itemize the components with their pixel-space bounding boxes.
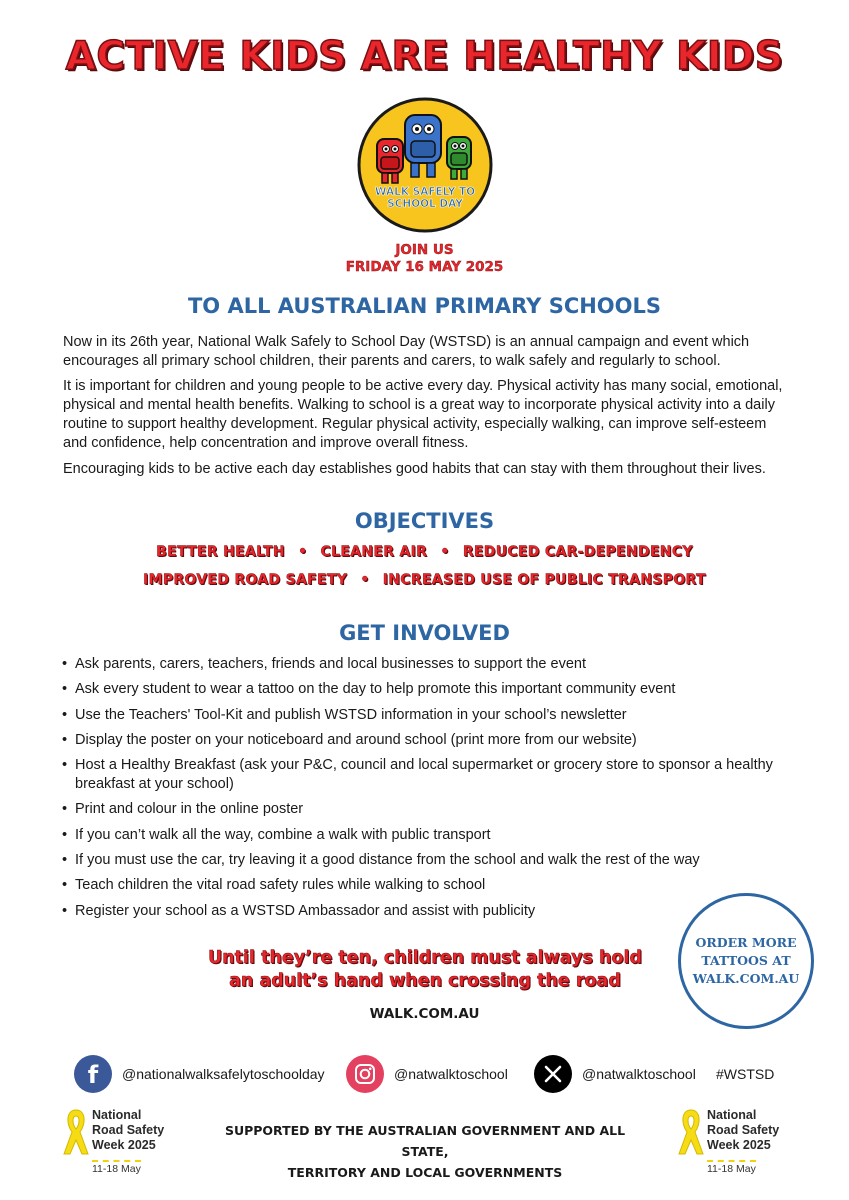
support-statement (200, 1120, 650, 1183)
logo-text-line2: SCHOOL DAY (387, 198, 463, 210)
objectives-row-1 (0, 544, 849, 560)
walk-safely-logo (355, 95, 495, 235)
rsw-line3: Week 2025 (707, 1138, 771, 1152)
list-item-text: Ask parents, carers, teachers, friends and local businesses to support the event (75, 656, 586, 672)
bullet-icon: • (62, 706, 68, 723)
list-item (60, 706, 800, 725)
road-safety-week-badge-left (62, 1108, 182, 1178)
bullet-icon: • (62, 826, 68, 843)
bullet-icon: • (62, 656, 68, 672)
list-item (60, 902, 800, 921)
objective-cleaner-air: CLEANER AIR (320, 544, 428, 560)
objectives-heading: OBJECTIVES (354, 509, 495, 533)
bullet-icon: • (62, 681, 68, 698)
list-item (60, 756, 800, 794)
bullet-icon: • (62, 731, 68, 748)
safety-warning-line1: Until they’re ten, children must always hold (207, 948, 643, 968)
list-item-text: Register your school as a WSTSD Ambassador and assist with publicity (75, 902, 536, 919)
list-item (60, 826, 800, 845)
objective-separator: • (440, 544, 450, 560)
svg-text:f: f (87, 1061, 99, 1087)
objective-separator: • (298, 544, 308, 560)
logo-text-line1: WALK SAFELY TO (374, 186, 476, 198)
hashtag-text: #WSTSD (716, 1066, 775, 1082)
bullet-icon: • (62, 877, 68, 894)
bullet-icon: • (62, 801, 68, 818)
tattoo-line1: ORDER MORE (695, 935, 797, 950)
bullet-icon: • (62, 902, 68, 919)
rsw-line1: National (92, 1108, 142, 1122)
intro-paragraph-2: It is important for children and young people to be active every day. Physical activity has many social, emotional, physical and mental health benefits. Walking to school is a great way to incorporate physical activity into a daily routine to support healthy development. Regular physical activity, especially walking, can improve self-esteem and confidence, help concentration and improve overall fitness. (63, 378, 783, 451)
x-handle: @natwalktoschool (582, 1066, 696, 1082)
list-item (60, 800, 800, 819)
list-item-text: If you can’t walk all the way, combine a walk with public transport (75, 826, 491, 843)
objective-reduced-car-dependency: REDUCED CAR-DEPENDENCY (462, 544, 693, 560)
objective-public-transport: INCREASED USE OF PUBLIC TRANSPORT (382, 572, 706, 588)
event-date: FRIDAY 16 MAY 2025 (345, 259, 504, 275)
tattoo-line2: TATTOOS AT (701, 953, 791, 968)
join-us-block (0, 242, 849, 276)
list-item-text: Print and colour in the online poster (75, 801, 304, 818)
list-item-text: Ask every student to wear a tattoo on the day to help promote this important community event (75, 681, 676, 698)
list-item (60, 851, 800, 870)
list-item-text: If you must use the car, try leaving it a good distance from the school and walk the rest of the way (75, 852, 700, 869)
get-involved-list (60, 655, 800, 927)
yellow-ribbon-icon (62, 1108, 90, 1158)
list-item-text: Host a Healthy Breakfast (ask your P&C, council and local supermarket or grocery store to sponsor a healthy breakfast at your school) (75, 757, 773, 793)
objectives-row-2 (0, 572, 849, 588)
rsw-line1: National (707, 1108, 757, 1122)
x-link[interactable] (534, 1054, 696, 1094)
intro-paragraph-3: Encouraging kids to be active each day establishes good habits that can stay with them throughout their lives. (63, 461, 766, 477)
support-line1: SUPPORTED BY THE AUSTRALIAN GOVERNMENT AND ALL STATE, (224, 1123, 626, 1159)
page-headline: ACTIVE KIDS ARE HEALTHY KIDS (65, 34, 784, 79)
bullet-icon: • (62, 757, 68, 774)
list-item (60, 655, 800, 674)
rsw-line2: Road Safety (707, 1123, 780, 1137)
list-item (60, 731, 800, 750)
rsw-dates: 11-18 May (707, 1160, 756, 1175)
yellow-ribbon-icon (677, 1108, 705, 1158)
objective-better-health: BETTER HEALTH (156, 544, 285, 560)
facebook-link[interactable] (74, 1054, 325, 1094)
instagram-handle: @natwalktoschool (394, 1066, 508, 1082)
instagram-link[interactable] (346, 1054, 508, 1094)
get-involved-heading: GET INVOLVED (339, 621, 510, 645)
rsw-line2: Road Safety (92, 1123, 165, 1137)
instagram-icon (346, 1055, 384, 1093)
rsw-title (92, 1108, 164, 1153)
objective-improved-road-safety: IMPROVED ROAD SAFETY (143, 572, 348, 588)
list-item (60, 680, 800, 699)
list-item-text: Display the poster on your noticeboard and around school (print more from our website) (75, 731, 637, 748)
intro-paragraph-1: Now in its 26th year, National Walk Safely to School Day (WSTSD) is an annual campaign and event which encourages all primary school children, their parents and carers, to walk safely and regularly to school. (63, 334, 750, 369)
list-item-text: Use the Teachers' Tool-Kit and publish WSTSD information in your school’s newsletter (75, 706, 627, 723)
list-item-text: Teach children the vital road safety rules while walking to school (75, 877, 486, 894)
bullet-icon: • (62, 852, 68, 869)
road-safety-week-badge-right (677, 1108, 797, 1178)
join-us-text: JOIN US (395, 242, 454, 258)
hashtag (716, 1054, 774, 1094)
website-link[interactable]: WALK.COM.AU (369, 1006, 480, 1022)
rsw-dates: 11-18 May (92, 1160, 141, 1175)
list-item (60, 876, 800, 895)
facebook-icon (74, 1055, 112, 1093)
x-icon (534, 1055, 572, 1093)
facebook-handle: @nationalwalksafelytoschoolday (122, 1066, 325, 1082)
tattoo-line3: WALK.COM.AU (692, 971, 800, 986)
safety-warning (180, 947, 670, 993)
rsw-title (707, 1108, 779, 1153)
objective-separator: • (360, 572, 370, 588)
support-line2: TERRITORY AND LOCAL GOVERNMENTS (287, 1165, 563, 1180)
safety-warning-line2: an adult’s hand when crossing the road (229, 971, 621, 991)
rsw-line3: Week 2025 (92, 1138, 156, 1152)
intro-heading: TO ALL AUSTRALIAN PRIMARY SCHOOLS (187, 294, 662, 318)
